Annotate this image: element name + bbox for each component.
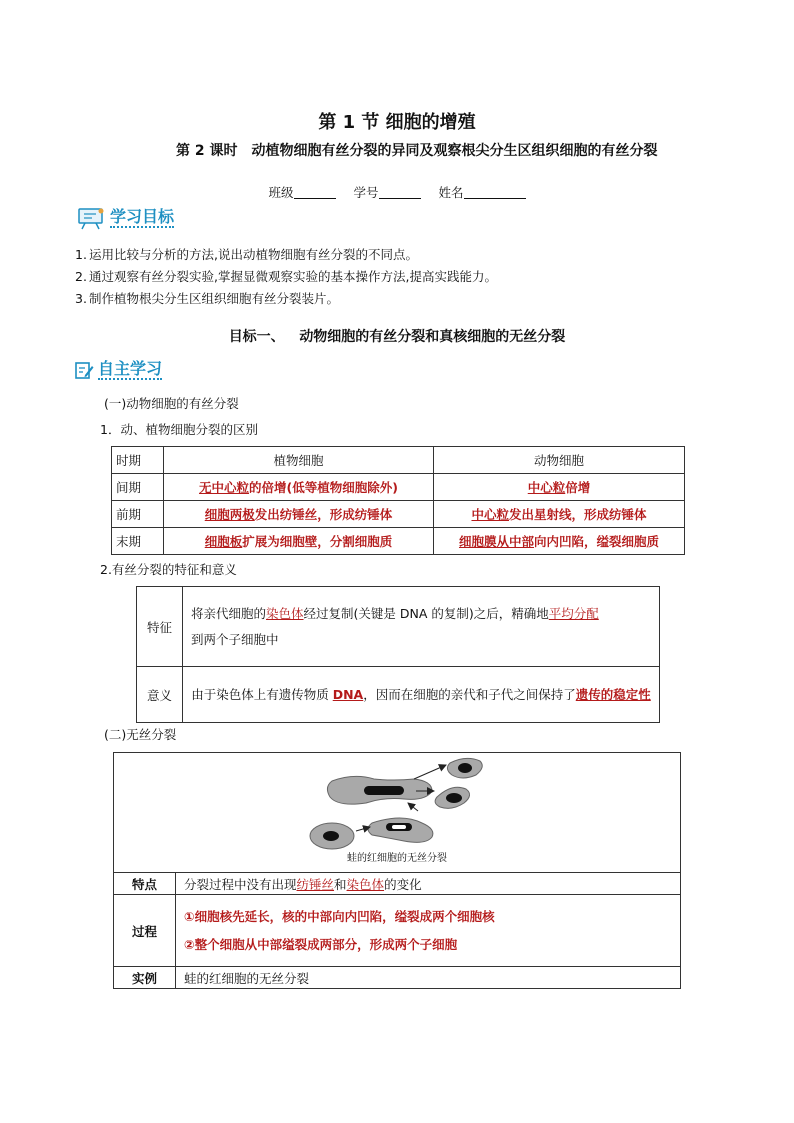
lesson-topic: 动植物细胞有丝分裂的异同及观察根尖分生区组织细胞的有丝分裂 [251, 143, 658, 159]
cell-3 [327, 776, 432, 804]
goal-item: 2. 通过观察有丝分裂实验,掌握显微观察实验的基本操作方法,提高实践能力。 [75, 269, 497, 284]
target1-heading: 目标一、 动物细胞的有丝分裂和真核细胞的无丝分裂 [228, 329, 566, 345]
header-plant: 植物细胞 [164, 447, 434, 474]
student-info [0, 183, 794, 201]
part2-heading: (二)无丝分裂 [104, 727, 177, 742]
table-row: 特征 将亲代细胞的染色体经过复制(关键是 DNA 的复制)之后，精确地平均分配 到两个子细胞中 [137, 587, 660, 667]
name-blank[interactable] [464, 186, 526, 199]
table-header-row [112, 447, 685, 474]
goal-item: 3. 制作植物根尖分生区组织细胞有丝分裂装片。 [75, 291, 340, 306]
table-row: 实例 蛙的红细胞的无丝分裂 [114, 967, 681, 989]
class-label: 班级 [268, 185, 294, 200]
goal-list [75, 244, 497, 310]
header-animal: 动物细胞 [434, 447, 685, 474]
number-label: 学号 [353, 185, 379, 200]
number-blank[interactable] [379, 186, 421, 199]
lesson-subtitle [176, 140, 658, 160]
header-period: 时期 [112, 447, 164, 474]
table-row: 前期 细胞两极发出纺锤丝，形成纺锤体 中心粒发出星射线，形成纺锤体 [112, 501, 685, 528]
goals-heading-text: 学习目标 [110, 207, 175, 226]
cell-5 [447, 758, 482, 778]
table-row: 过程 ①细胞核先延长，核的中部向内凹陷，缢裂成两个细胞核 ②整个细胞从中部缢裂成两部分，形成两个子细胞 [114, 895, 681, 967]
table-row: 意义 由于染色体上有遗传物质 DNA，因而在细胞的亲代和子代之间保持了遗传的稳定性 [137, 667, 660, 723]
arrow [408, 803, 418, 811]
part1-sub2: 2.有丝分裂的特征和意义 [100, 562, 237, 577]
self-study-heading [74, 360, 162, 380]
amitosis-table [113, 752, 681, 989]
features-table [136, 586, 660, 723]
table-row: 间期 无中心粒的倍增(低等植物细胞除外) 中心粒倍增 [112, 474, 685, 501]
comparison-table [111, 446, 685, 555]
class-blank[interactable] [294, 186, 336, 199]
self-study-heading-text: 自主学习 [98, 359, 163, 378]
cell-2 [368, 818, 433, 842]
cell-1 [310, 823, 354, 849]
cell-4 [435, 787, 469, 808]
goal-item: 1. 运用比较与分析的方法,说出动植物细胞有丝分裂的不同点。 [75, 247, 418, 262]
table-row: 末期 细胞板扩展为细胞壁，分割细胞质 细胞膜从中部向内凹陷，缢裂细胞质 [112, 528, 685, 555]
figure-row [114, 753, 681, 873]
part1-heading: (一)动物细胞的有丝分裂 [104, 396, 239, 411]
figure-caption: 蛙的红细胞的无丝分裂 [347, 853, 447, 864]
table-row: 特点 分裂过程中没有出现纺锤丝和染色体的变化 [114, 873, 681, 895]
arrow [414, 765, 446, 779]
page-title: 第 1 节 细胞的增殖 [318, 112, 476, 133]
lesson-label: 第 2 课时 [176, 143, 238, 159]
board-icon [76, 206, 106, 230]
part1-sub1: 1．动、植物细胞分裂的区别 [100, 422, 258, 437]
name-label: 姓名 [438, 185, 464, 200]
goals-heading [76, 206, 174, 230]
pencil-note-icon [74, 360, 94, 380]
